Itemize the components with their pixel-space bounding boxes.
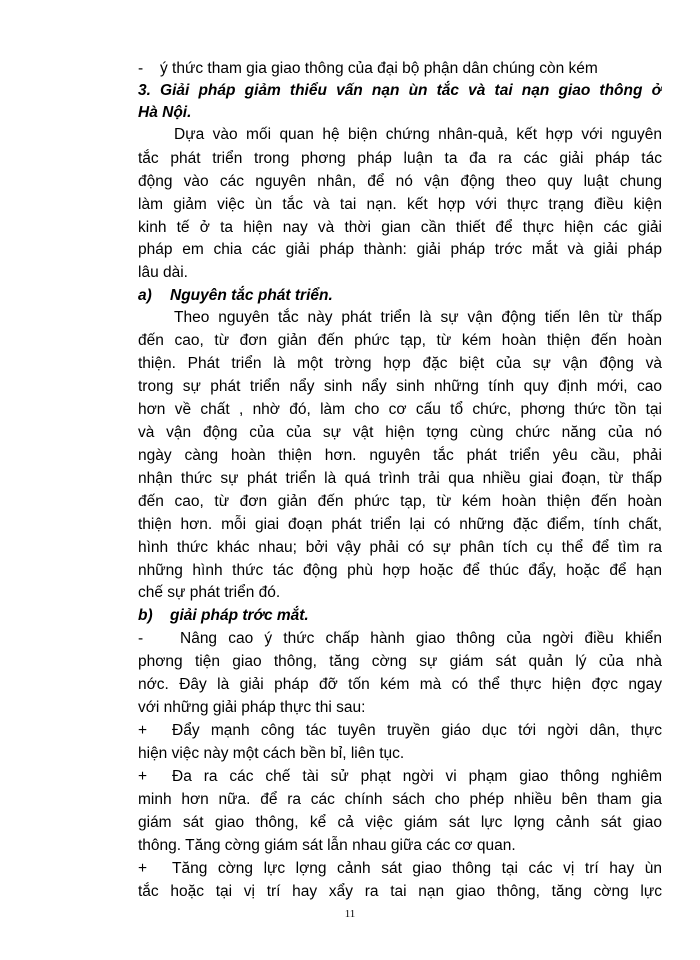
paragraph-line: động vào các nguyên nhân, để nó vận động theo quy luật chung (138, 173, 662, 190)
paragraph-line: ngày càng hoàn thiện hơn. nguyên tắc phát triển yêu cầu, phải (138, 447, 662, 464)
paragraph-line: Nâng cao ý thức chấp hành giao thông của ngời điều khiển (180, 630, 662, 647)
dash-marker: - (138, 630, 144, 647)
plus-marker: + (138, 768, 148, 785)
bullet-line: tắc hoặc tại vị trí hay xẩy ra tai nạn giao thông, tăng cờng lực (138, 883, 662, 900)
paragraph-line: thiện. Phát triển là một trờng hợp đặc biệt của sự vận động và (138, 355, 662, 372)
paragraph-line: với những giải pháp thực thi sau: (138, 699, 366, 716)
paragraph-line: kinh tế ở ta hiện nay và thời gian cần thiết để thực hiện các giải (138, 219, 662, 236)
paragraph-line: nớc. Đây là giải pháp đỡ tốn kém mà có thể thực hiện đợc ngay (138, 676, 662, 693)
paragraph-line: Theo nguyên tắc này phát triển là sự vận động tiến lên từ thấp (174, 309, 662, 326)
plus-marker: + (138, 860, 148, 877)
paragraph-line: đến cao, từ đơn giản đến phức tạp, từ kém hoàn thiện đến hoàn (138, 493, 662, 510)
paragraph-line: trong sự phát triển nẩy sinh nẩy sinh những tính quy định mới, cao (138, 378, 662, 395)
paragraph-line: lâu dài. (138, 264, 188, 281)
subsection-heading: giải pháp trớc mắt. (170, 607, 309, 624)
paragraph-line: thiện hơn. mỗi giai đoạn phát triển lại có những đặc điểm, tính chất, (138, 516, 662, 533)
bullet-line: Đa ra các chế tài sử phạt ngời vi phạm giao thông nghiêm (172, 768, 662, 785)
paragraph-line: tắc phát triển trong phơng pháp luận ta đa ra các giải pháp tác (138, 150, 662, 167)
paragraph-line: đến cao, từ đơn giản đến phức tạp, từ kém hoàn thiện đến hoàn (138, 332, 662, 349)
paragraph-line: phơng tiện giao thông, tăng cờng sự giám sát quản lý của nhà (138, 653, 662, 670)
paragraph-line: những hình thức tác động phù hợp hoặc để thúc đẩy, hoặc để hạn (138, 562, 662, 579)
subsection-label: b) (138, 607, 153, 624)
bullet-line: minh hơn nữa. để ra các chính sách cho phép nhiều bên tham gia (138, 791, 662, 808)
paragraph-line: làm giảm việc ùn tắc và tai nạn. kết hợp với thực trạng điều kiện (138, 196, 662, 213)
page-number: 11 (344, 908, 356, 920)
dash-marker: - (138, 60, 144, 77)
paragraph-line: pháp em chia các giải pháp thành: giải pháp trớc mắt và giải pháp (138, 241, 662, 258)
section-heading: 3. Giải pháp giảm thiểu vấn nạn ùn tắc và tai nạn giao thông ở (138, 82, 662, 99)
paragraph-line: hơn về chất , nhờ đó, làm cho cơ cấu tổ chức, phơng thức tồn tại (138, 401, 662, 418)
bullet-line: Đẩy mạnh công tác tuyên truyền giáo dục tới ngời dân, thực (172, 722, 662, 739)
paragraph-line: chế sự phát triển đó. (138, 584, 281, 601)
paragraph-line: Dựa vào mối quan hệ biện chứng nhân-quả, kết hợp với nguyên (174, 126, 662, 143)
bullet-line: thông. Tăng cờng giám sát lẫn nhau giữa các cơ quan. (138, 837, 516, 854)
paragraph-line: nhận thức sự phát triển là quá trình trải qua nhiều giai đoạn, từ thấp (138, 470, 662, 487)
paragraph-line: hình thức khác nhau; bởi vậy phải có sự phân tích cụ thể để tìm ra (138, 539, 662, 556)
paragraph-line: và vận động của của sự vật hiện tợng cùng chức năng của nó (138, 424, 662, 441)
bullet-line: Tăng cờng lực lợng cảnh sát giao thông tại các vị trí hay ùn (172, 860, 662, 877)
bullet-line: hiện việc này một cách bền bỉ, liên tục. (138, 745, 405, 762)
section-heading-cont: Hà Nội. (138, 104, 192, 121)
intro-line: ý thức tham gia giao thông của đại bộ phận dân chúng còn kém (160, 60, 598, 77)
bullet-line: giám sát giao thông, kể cả việc giám sát lực lợng cảnh sát giao (138, 814, 662, 831)
plus-marker: + (138, 722, 148, 739)
subsection-label: a) (138, 287, 152, 304)
subsection-heading: Nguyên tắc phát triển. (170, 287, 333, 304)
